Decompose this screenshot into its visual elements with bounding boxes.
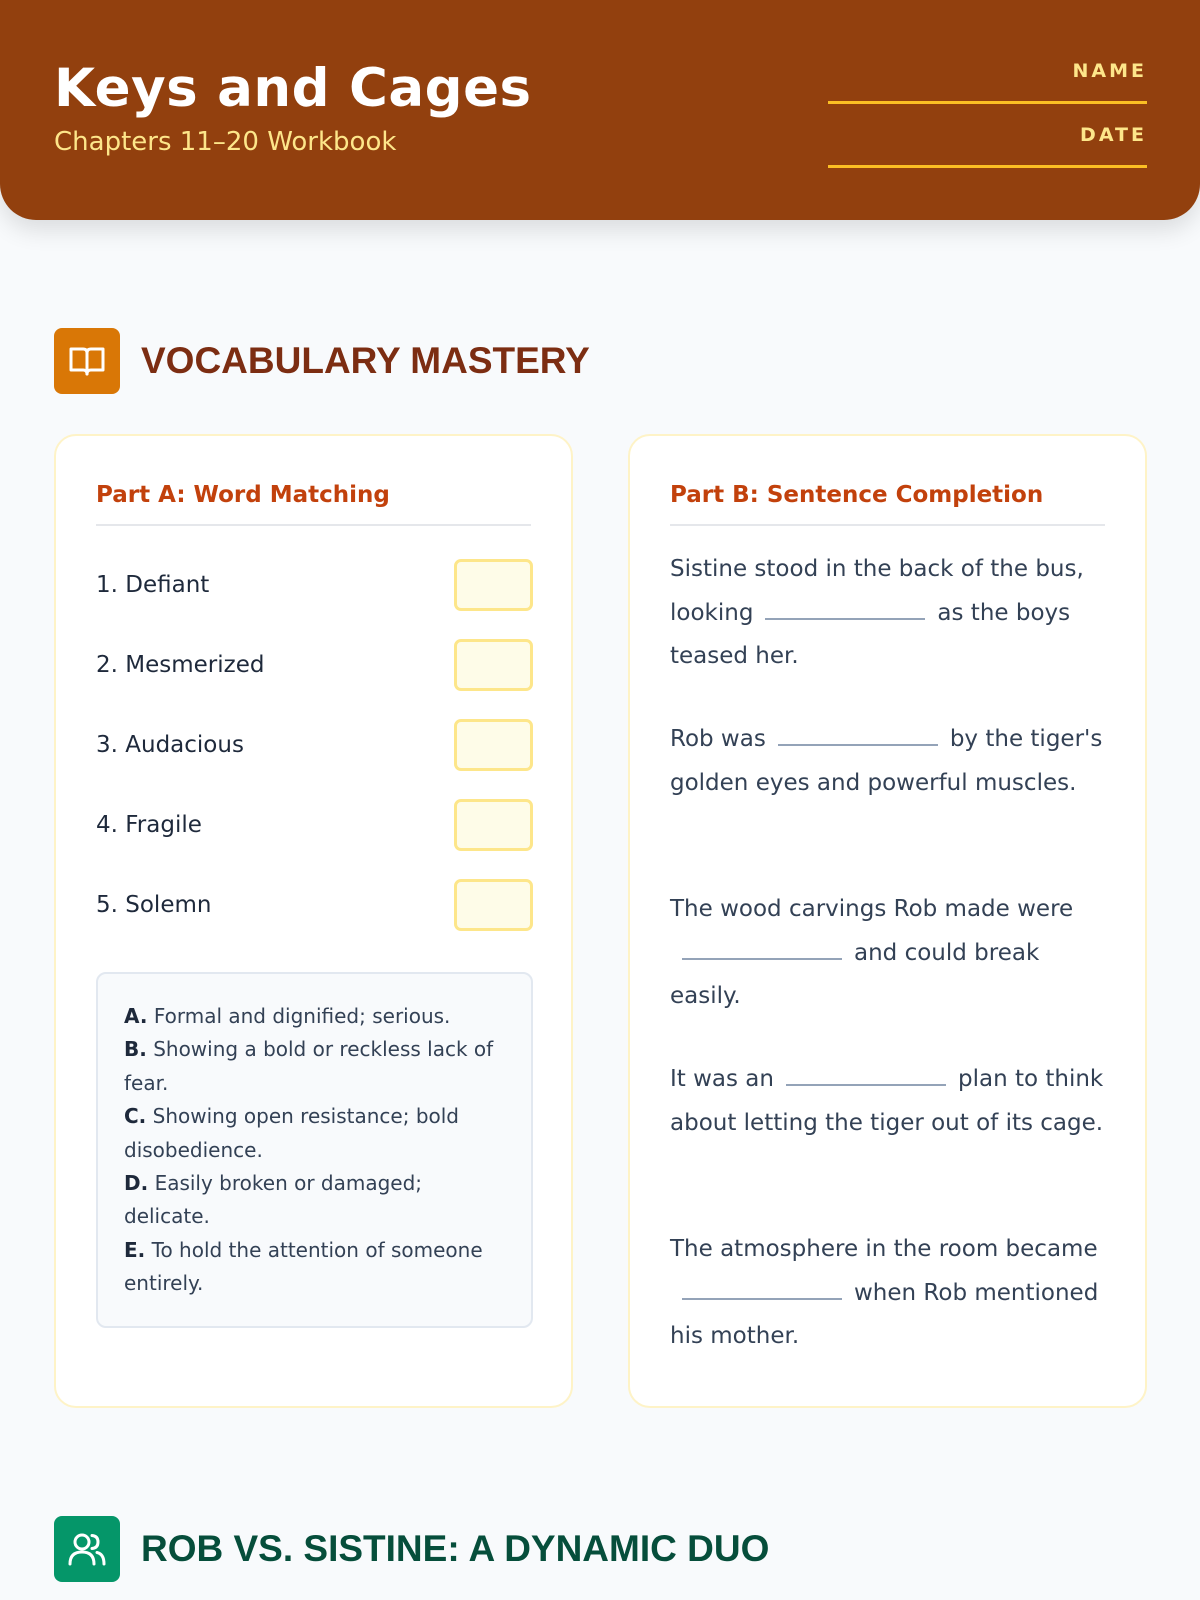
definition-letter: D.: [124, 1171, 149, 1196]
definition-text: Easily broken or damaged; delicate.: [124, 1171, 423, 1229]
sentence-text: as the boys teased her.: [670, 599, 1071, 669]
answer-box[interactable]: [454, 719, 533, 771]
matching-row: [96, 559, 533, 611]
definition-text: To hold the attention of someone entirely.: [124, 1237, 483, 1296]
vocab-word: 3. Audacious: [96, 732, 244, 758]
answer-blank[interactable]: [682, 1276, 842, 1300]
definition-item: [124, 1167, 507, 1234]
page-title: Keys and Cages: [54, 58, 532, 119]
worksheet-header: [0, 0, 1200, 220]
definition-letter: A.: [124, 1004, 148, 1028]
definition-item: [124, 1033, 507, 1100]
definition-letter: C.: [124, 1104, 147, 1129]
sentence-item: [670, 888, 1107, 1019]
definition-item: [124, 1000, 507, 1033]
page-subtitle: Chapters 11–20 Workbook: [54, 127, 397, 157]
answer-blank[interactable]: [778, 722, 938, 746]
sentence-text: The atmosphere in the room became: [670, 1236, 1098, 1262]
section-title-vocabulary: VOCABULARY MASTERY: [141, 340, 590, 381]
definition-letter: B.: [124, 1037, 147, 1062]
answer-box[interactable]: [454, 879, 533, 931]
answer-blank[interactable]: [682, 936, 842, 960]
matching-row: [96, 719, 533, 771]
answer-box[interactable]: [454, 799, 533, 851]
sentence-text: The wood carvings Rob made were: [670, 896, 1074, 922]
date-field[interactable]: [828, 124, 1147, 168]
word-matching-card: [54, 434, 573, 1408]
definition-item: [124, 1100, 507, 1167]
vocab-word: 4. Fragile: [96, 812, 202, 838]
answer-box[interactable]: [454, 559, 533, 611]
part-a-heading: Part A: Word Matching: [96, 482, 531, 526]
vocab-word: 1. Defiant: [96, 572, 210, 598]
sentence-text: when Rob mentioned his mother.: [670, 1279, 1099, 1349]
sentence-completion-card: [628, 434, 1147, 1408]
matching-row: [96, 799, 533, 851]
name-label: NAME: [1072, 60, 1147, 82]
vocab-word: 5. Solemn: [96, 892, 212, 918]
answer-box[interactable]: [454, 639, 533, 691]
sentence-text: and could break easily.: [670, 939, 1040, 1009]
sentence-item: [670, 1058, 1107, 1145]
definition-letter: E.: [124, 1237, 146, 1262]
definition-text: Showing a bold or reckless lack of fear.: [124, 1037, 494, 1095]
date-label: DATE: [1080, 124, 1147, 146]
sentence-item: [670, 718, 1107, 805]
vocab-word: 2. Mesmerized: [96, 652, 265, 678]
matching-row: [96, 879, 533, 931]
definition-text: Showing open resistance; bold disobedience.: [124, 1104, 459, 1162]
users-icon: [54, 1516, 120, 1582]
name-field[interactable]: [828, 60, 1147, 104]
matching-row: [96, 639, 533, 691]
sentence-text: Rob was: [670, 726, 766, 752]
sentence-item: [670, 548, 1107, 679]
sentence-text: Sistine stood in the back of the bus, looking: [670, 556, 1084, 626]
book-open-icon: [54, 328, 120, 394]
definitions-box: [96, 972, 533, 1328]
section-title-duo: ROB VS. SISTINE: A DYNAMIC DUO: [141, 1528, 770, 1569]
answer-blank[interactable]: [786, 1062, 946, 1086]
sentence-text: by the tiger's golden eyes and powerful muscles.: [670, 726, 1103, 796]
part-b-heading: Part B: Sentence Completion: [670, 482, 1105, 526]
definition-text: Formal and dignified; serious.: [153, 1004, 451, 1028]
sentence-text: plan to think about letting the tiger out of its cage.: [670, 1066, 1104, 1136]
answer-blank[interactable]: [765, 596, 925, 620]
definition-item: [124, 1234, 507, 1301]
sentence-item: [670, 1228, 1107, 1359]
sentence-text: It was an: [670, 1066, 774, 1092]
